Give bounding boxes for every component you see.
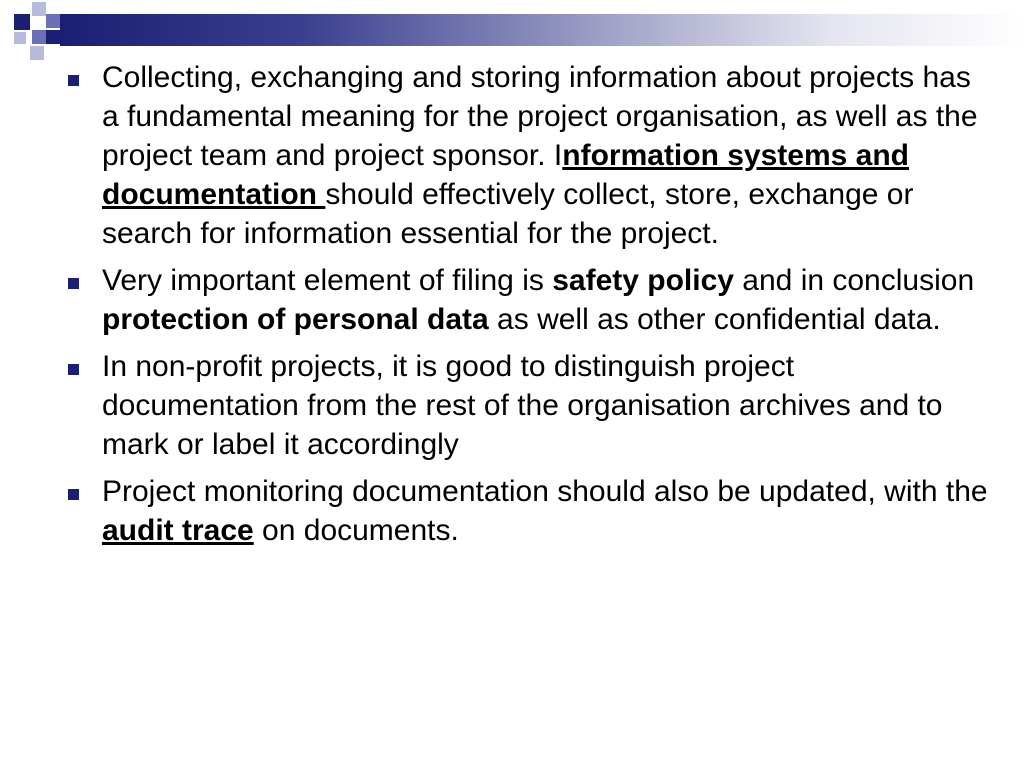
decor-square [14, 32, 26, 44]
decor-square [46, 30, 60, 44]
square-bullet-icon [68, 364, 79, 375]
square-bullet-icon [68, 489, 79, 500]
decor-square [14, 14, 30, 30]
bullet-text-run: Very important element of filing is [102, 264, 553, 297]
bullet-item [60, 472, 990, 550]
bullet-text-run: on documents. [253, 514, 459, 547]
bullet-text-run: In non-profit projects, it is good to distinguish project documentation from the rest of the organisation archives and to mark or label it accordingly [102, 350, 943, 461]
bullet-text-run: and in conclusion [733, 264, 975, 297]
bullet-item [60, 261, 990, 339]
slide-header-decoration [0, 0, 1024, 60]
bullet-item [60, 58, 990, 253]
bullet-item [60, 347, 990, 464]
bullet-text-run: Collecting, exchanging and storing information about projects has a fundamental meaning for the project organisation, as well as the project team and project sponsor. I [102, 61, 978, 172]
bullet-text-run: should effectively collect, store, exchange or search for information essential for the project. [102, 178, 914, 250]
decor-square [32, 2, 46, 16]
bullet-text-run: safety policy [552, 264, 734, 297]
decor-square [30, 46, 44, 60]
square-bullet-icon [68, 75, 79, 86]
bullet-list [60, 58, 990, 550]
decor-square [46, 14, 60, 28]
bullet-text-run: Project monitoring documentation should also be updated, with the [102, 475, 988, 508]
slide-body [60, 58, 990, 558]
bullet-text-run: as well as other confidential data. [488, 303, 941, 336]
bullet-text-run: nformation systems and documentation [102, 139, 910, 211]
decor-square [32, 30, 46, 44]
bullet-text-run: audit trace [102, 514, 254, 547]
bullet-text-run: protection of personal data [102, 303, 489, 336]
square-bullet-icon [68, 278, 79, 289]
header-gradient-bar [60, 14, 1024, 46]
